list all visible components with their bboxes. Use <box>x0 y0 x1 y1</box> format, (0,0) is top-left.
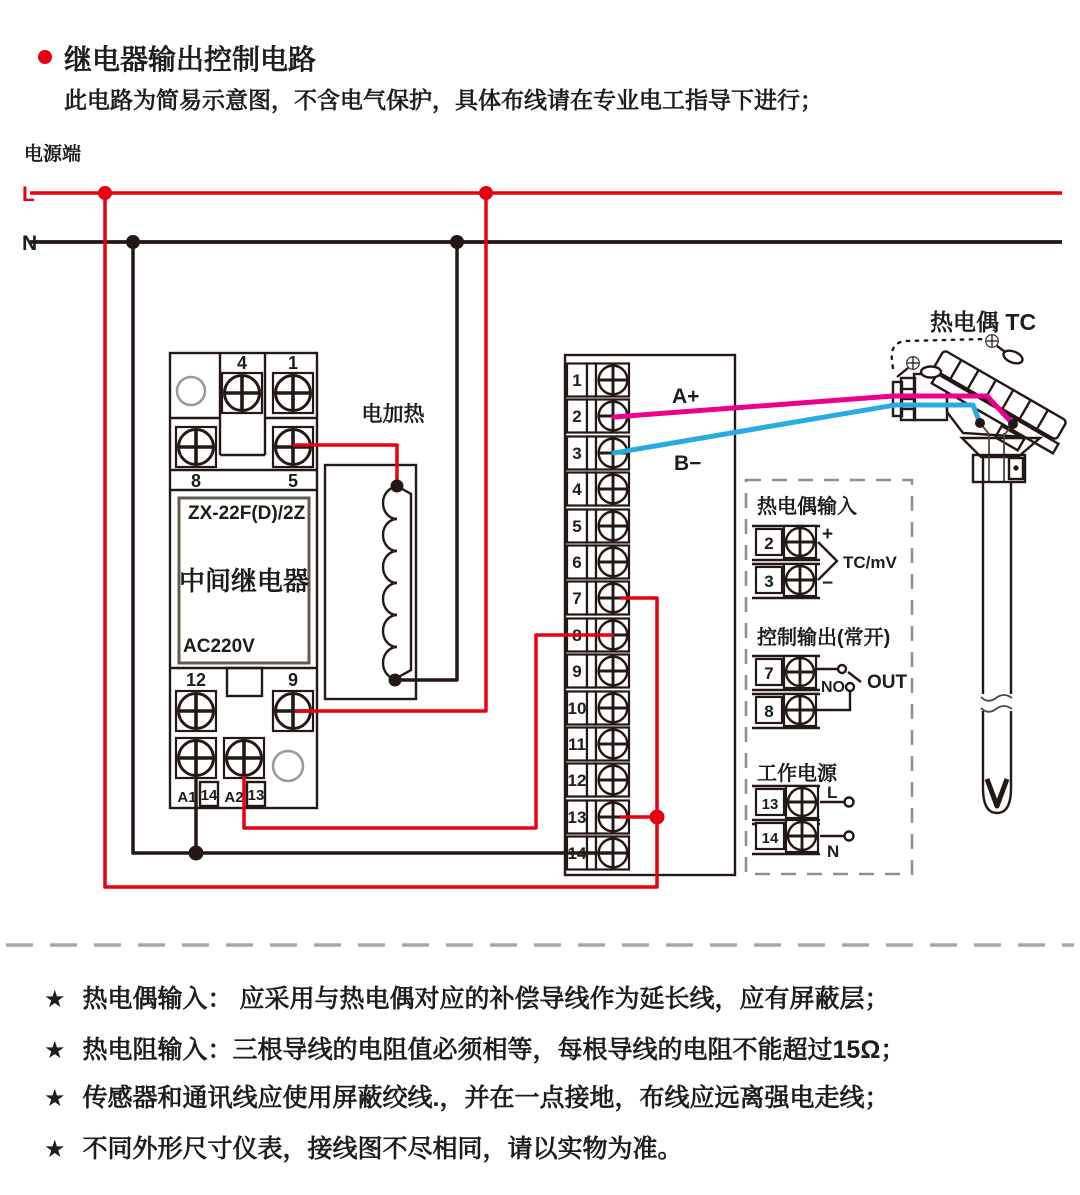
relay-model: ZX-22F(D)/2Z <box>188 503 306 524</box>
label-N: N <box>22 232 38 255</box>
cap-screw-right <box>986 335 1025 366</box>
note-item <box>44 1129 683 1165</box>
page-subtitle: 此电路为简易示意图，不含电气保护，具体布线请在专业电工指导下进行； <box>64 87 823 113</box>
label-a-plus: A+ <box>672 385 700 408</box>
bullet-icon <box>38 50 52 64</box>
tc-signal: TC/mV <box>843 553 897 572</box>
tc-minus: − <box>822 573 834 594</box>
svg-text:8: 8 <box>764 702 774 721</box>
svg-text:2: 2 <box>572 407 582 426</box>
svg-text:11: 11 <box>568 735 586 754</box>
svg-text:12: 12 <box>185 670 207 690</box>
star-icon: ★ <box>44 1085 66 1112</box>
power-rails <box>22 142 1062 255</box>
star-icon: ★ <box>44 1136 66 1163</box>
out-label: OUT <box>867 672 908 693</box>
svg-text:14: 14 <box>761 830 779 847</box>
star-icon: ★ <box>44 1037 66 1064</box>
note-item <box>44 979 889 1015</box>
svg-text:13: 13 <box>247 787 265 804</box>
probe-arrow <box>987 779 1007 806</box>
terminal-row-5 <box>567 510 629 543</box>
svg-text:A1: A1 <box>177 789 197 806</box>
work-l-label: L <box>827 783 838 802</box>
svg-text:14: 14 <box>567 844 587 863</box>
detail-panel <box>746 480 912 874</box>
work-power-title: 工作电源 <box>757 763 837 785</box>
head-cap <box>919 350 1070 466</box>
tc-input-title: 热电偶输入 <box>757 496 857 518</box>
svg-text:14: 14 <box>200 787 218 804</box>
note-item <box>44 1030 905 1066</box>
wire-heater-to-n <box>395 242 457 680</box>
terminal-row-7 <box>567 582 629 615</box>
note-text: 不同外形尺寸仪表，接线图不尽相同，请以实物为准。 <box>82 1135 683 1163</box>
svg-text:A2: A2 <box>224 789 244 806</box>
svg-text:9: 9 <box>287 670 299 690</box>
note-text: 传感器和通讯线应使用屏蔽绞线.，并在一点接地，布线应远离强电走线； <box>82 1084 890 1112</box>
star-icon: ★ <box>44 986 66 1013</box>
relay-name: 中间继电器 <box>178 566 310 596</box>
svg-text:5: 5 <box>287 471 299 491</box>
svg-text:9: 9 <box>572 662 582 681</box>
terminal-row-13 <box>567 801 629 834</box>
tc-plus: + <box>822 524 834 545</box>
terminal-row-4 <box>567 473 629 506</box>
svg-text:1: 1 <box>287 353 299 373</box>
power-side-label: 电源端 <box>24 144 82 165</box>
page-title: 继电器输出控制电路 <box>64 44 317 75</box>
svg-text:10: 10 <box>567 699 587 718</box>
terminal-row-11 <box>567 728 629 761</box>
svg-text:4: 4 <box>236 353 248 373</box>
no-label: NO <box>821 679 845 696</box>
svg-text:6: 6 <box>572 553 582 572</box>
svg-text:7: 7 <box>572 589 582 608</box>
svg-text:7: 7 <box>764 664 774 683</box>
terminal-row-1 <box>567 364 629 397</box>
work-n-label: N <box>827 842 840 861</box>
svg-text:8: 8 <box>572 626 582 645</box>
svg-text:8: 8 <box>190 471 202 491</box>
instrument <box>565 355 735 875</box>
note-text: 热电偶输入： 应采用与热电偶对应的补偿导线作为延长线，应有屏蔽层； <box>82 985 890 1013</box>
svg-text:3: 3 <box>764 572 774 591</box>
svg-text:12: 12 <box>567 771 587 790</box>
control-output-title: 控制输出(常开) <box>757 627 891 649</box>
svg-text:2: 2 <box>764 534 774 553</box>
svg-text:13: 13 <box>567 808 587 827</box>
svg-text:1: 1 <box>572 371 582 390</box>
svg-text:4: 4 <box>572 480 582 499</box>
terminal-row-10 <box>567 692 629 725</box>
thermocouple <box>892 309 1071 813</box>
label-b-minus: B− <box>674 452 702 475</box>
svg-text:3: 3 <box>572 444 582 463</box>
note-text: 热电阻输入：三根导线的电阻值必须相等，每根导线的电阻不能超过15Ω； <box>82 1036 906 1064</box>
heater-label: 电加热 <box>361 403 425 426</box>
probe-tube <box>981 482 1012 813</box>
relay <box>170 353 317 808</box>
terminal-row-6 <box>567 546 629 579</box>
thermocouple-label: 热电偶 TC <box>930 309 1037 335</box>
svg-text:5: 5 <box>572 517 582 536</box>
relay-voltage: AC220V <box>183 636 255 657</box>
label-L: L <box>22 183 35 206</box>
terminal-row-9 <box>567 655 629 688</box>
svg-text:13: 13 <box>761 796 779 813</box>
terminal-row-12 <box>567 764 629 797</box>
note-item <box>44 1078 889 1114</box>
